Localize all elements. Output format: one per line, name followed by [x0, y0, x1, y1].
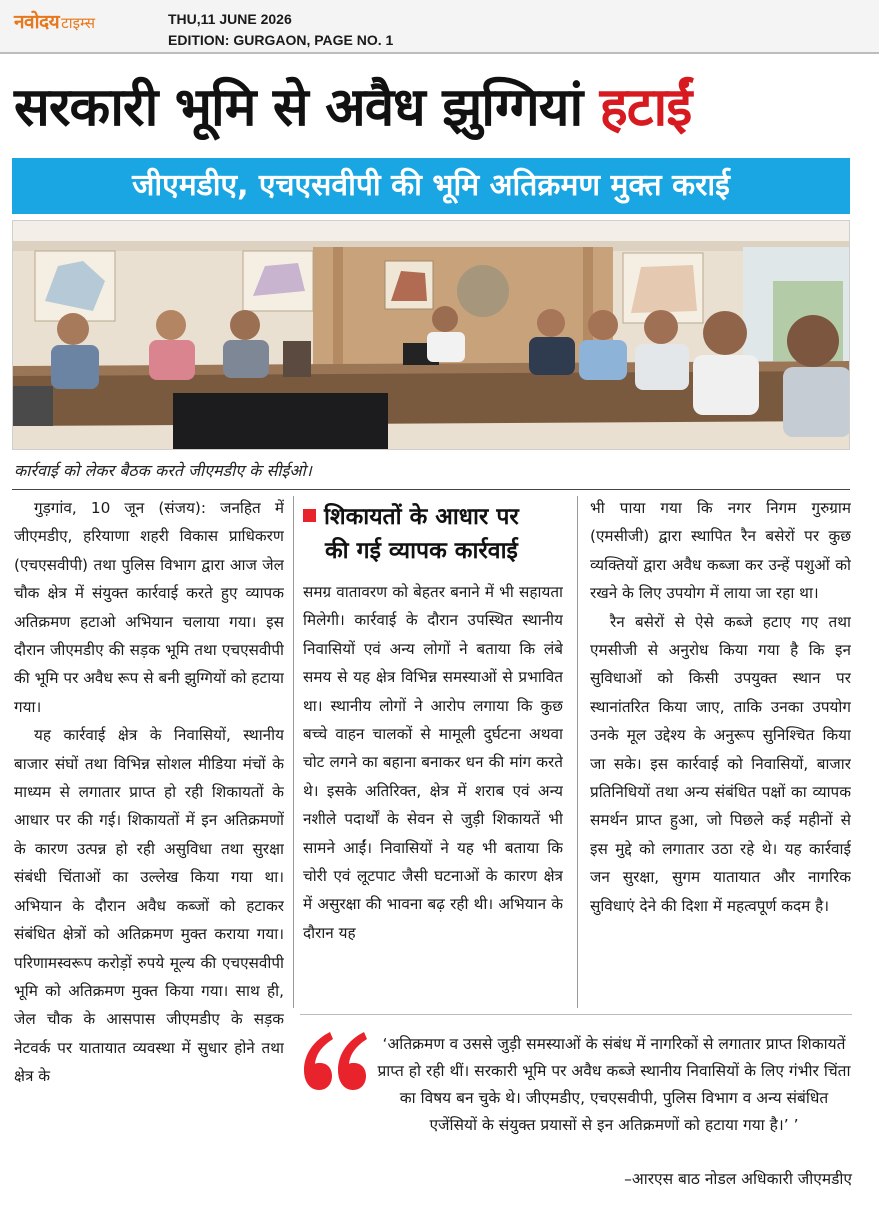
column1-paragraph-1-text: जनहित में जीएमडीए, हरियाणा शहरी विकास प्राधिकरण (एचएसवीपी) तथा पुलिस विभाग द्वारा आज जेल चौक क्षेत्र में संयुक्त कार्रवाई करते हुए व्यापक अतिक्रमण हटाओ अभियान चलाया गया। इस दौरान जीएमडीए की सड़क भूमि तथा एचएसवीपी की भूमि पर अवैध रूप से बनी झुग्गियों को हटाया गया।: [14, 499, 284, 716]
meeting-photo: [12, 220, 850, 450]
article-column-3: [590, 494, 851, 1010]
dateline: गुड़गांव, 10 जून (संजय):: [34, 499, 206, 517]
edition-page: EDITION: GURGAON, PAGE NO. 1: [168, 32, 394, 48]
edition-info: [168, 9, 393, 51]
column-divider-1: [293, 496, 294, 1008]
headline: [14, 68, 864, 148]
section-subtitle: [303, 500, 565, 568]
red-square-bullet-icon: [303, 509, 316, 522]
photo-caption: कार्रवाई को लेकर बैठक करते जीएमडीए के सीईओ।: [14, 461, 312, 480]
article-column-2: [303, 578, 563, 1008]
article-column-1: [14, 494, 284, 1206]
logo-sub-text: टाइम्स: [61, 14, 95, 32]
column-divider-2: [577, 496, 578, 1008]
section-subtitle-line-2: की गई व्यापक कार्रवाई: [325, 538, 518, 564]
quote-divider: [300, 1014, 852, 1015]
column1-paragraph-2: यह कार्रवाई क्षेत्र के निवासियों, स्थानीय बाजार संघों तथा विभिन्न सोशल मीडिया मंचों के माध्यम से लगातार प्राप्त हो रही शिकायतों के आधार पर की गई। शिकायतों में इन अतिक्रमणों के कारण उत्पन्न हो रही असुविधा तथा सुरक्षा संबंधी चिंताओं का उल्लेख किया गया था। अभियान के दौरान अवैध कब्जों को हटाकर संबंधित क्षेत्रों को अतिक्रमण मुक्त कराया गया। परिणामस्वरूप करोड़ों रुपये मूल्य की एचएसवीपी भूमि को अतिक्रमण मुक्त किया गया। साथ ही, जेल चौक के आसपास जीएमडीए के सड़क नेटवर्क पर यातायात व्यवस्था में सुधार होने तथा क्षेत्र के: [14, 726, 284, 1086]
headline-highlight: हटाईं: [599, 77, 692, 138]
column2-paragraph-1: समग्र वातावरण को बेहतर बनाने में भी सहायता मिलेगी। कार्रवाई के दौरान उपस्थित स्थानीय निवासियों एवं अन्य लोगों ने बताया कि लंबे समय से यह क्षेत्र विभिन्न समस्याओं से प्रभावित था। स्थानीय लोगों ने आरोप लगाया कि कुछ बच्चे वाहन चालकों से मामूली दुर्घटना अथवा चोट लगने का बहाना बनाकर धन की मांग करते थे। इसके अतिरिक्त, क्षेत्र में शराब एवं अन्य नशीले पदार्थों के सेवन से जुड़ी शिकायतें भी सामने आईं। निवासियों ने यह भी बताया कि चोरी एवं लूटपाट जैसी घटनाओं के कारण क्षेत्र में असुरक्षा की भावना बढ़ रही थी। अभियान के दौरान यह: [303, 583, 563, 942]
caption-divider: [12, 489, 850, 490]
quote-mark-icon: [300, 1024, 368, 1094]
logo-main-text: नवोदय: [14, 11, 60, 33]
subheadline-banner: जीएमडीए, एचएसवीपी की भूमि अतिक्रमण मुक्त कराई: [12, 158, 850, 214]
column1-paragraph-1: [14, 494, 284, 721]
issue-date: THU,11 JUNE 2026: [168, 11, 292, 27]
newspaper-logo: [14, 8, 95, 34]
quote-attribution: –आरएस बाठ नोडल अधिकारी जीएमडीए: [624, 1170, 852, 1188]
headline-main: सरकारी भूमि से अवैध झुग्गियां: [14, 77, 600, 138]
column3-paragraph-1: भी पाया गया कि नगर निगम गुरुग्राम (एमसीजी) द्वारा स्थापित रैन बसेरों पर कुछ व्यक्तियों द्वारा अवैध कब्जा कर उन्हें पशुओं को रखने के लिए उपयोग में लाया जा रहा था।: [590, 499, 851, 603]
masthead: [0, 0, 879, 54]
section-subtitle-line-1: शिकायतों के आधार पर: [324, 504, 519, 530]
quote-text: ‘अतिक्रमण व उससे जुड़ी समस्याओं के संबंध में नागरिकों से लगातार प्राप्त शिकायतें प्राप्त हो रही थीं। सरकारी भूमि पर अवैध कब्जे स्थानीय निवासियों के लिए गंभीर चिंता का विषय बन चुके थे। जीएमडीए, एचएसवीपी, पुलिस विभाग व अन्य संबंधित एजेंसियों के संयुक्त प्रयासों से इन अतिक्रमणों को हटाया गया है।’ ’: [377, 1035, 851, 1134]
column3-paragraph-2: रैन बसेरों से ऐसे कब्जे हटाए गए तथा एमसीजी से अनुरोध किया गया है कि इन सुविधाओं को किसी उपयुक्त स्थान पर स्थानांतरित किया जाए, ताकि उनका उपयोग उनके मूल उद्देश्य के अनुरूप सुनिश्चित किया जा सके। इस कार्रवाई को निवासियों, बाजार प्रतिनिधियों तथा अन्य संबंधित पक्षों का व्यापक समर्थन प्राप्त हुआ, जो पिछले कई महीनों से इस मुद्दे को लगातार उठा रहे थे। यह कार्रवाई जन सुरक्षा, सुगम यातायात और नागरिक सुविधाएं देने की दिशा में महत्वपूर्ण कदम है।: [590, 612, 851, 915]
